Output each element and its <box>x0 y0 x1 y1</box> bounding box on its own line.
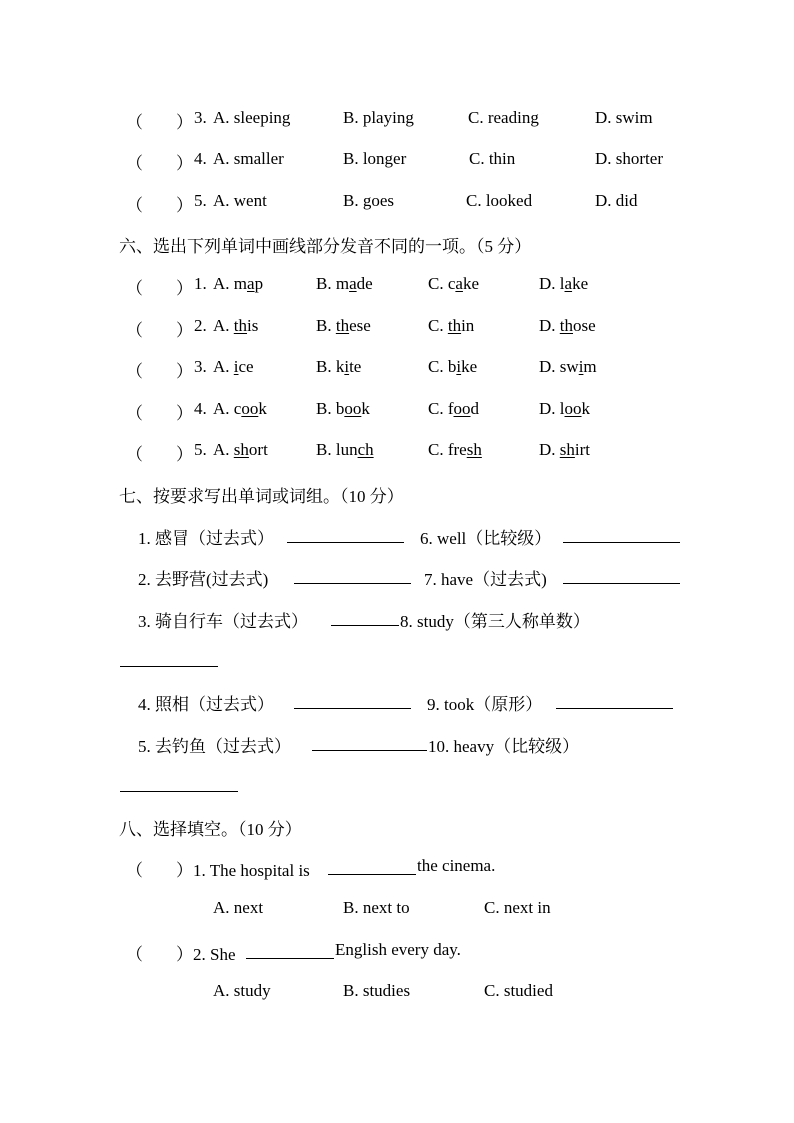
prompt-4: 4. 照相（过去式） <box>138 695 274 714</box>
option-b <box>316 316 371 336</box>
answer-paren-close: ） <box>176 445 193 464</box>
question-1-text-pre: ）1. The hospital is <box>176 861 310 880</box>
option-b: B. playing <box>343 108 414 127</box>
option-d <box>539 357 597 377</box>
underlined-segment: ch <box>357 440 374 459</box>
option-a: A. next <box>213 898 264 917</box>
answer-blank-10[interactable] <box>120 775 238 792</box>
word-prefix: m <box>233 274 248 293</box>
question-1-text-post: the cinema. <box>417 856 496 875</box>
answer-blank-7[interactable] <box>563 567 680 584</box>
section8-title: 八、选择填空。（10 分） <box>119 820 302 839</box>
word-prefix: b <box>335 399 345 418</box>
underlined-segment: a <box>455 274 463 293</box>
word-suffix: ce <box>238 357 254 376</box>
question-2-blank[interactable] <box>246 942 334 959</box>
option-b <box>316 274 373 294</box>
option-letter: D. <box>539 316 560 335</box>
word-suffix: ke <box>572 274 589 293</box>
word-prefix: lun <box>335 440 358 459</box>
question-number: 5. <box>194 191 207 210</box>
prompt-6: 6. well（比较级） <box>420 529 552 548</box>
answer-paren-open: （ <box>126 861 143 880</box>
word-prefix: c <box>447 274 456 293</box>
answer-paren-close: ） <box>176 321 193 340</box>
answer-blank-8[interactable] <box>120 650 218 667</box>
answer-blank-6[interactable] <box>563 526 680 543</box>
option-a: A. smaller <box>213 149 284 168</box>
word-suffix: ort <box>248 440 268 459</box>
prompt-9: 9. took（原形） <box>427 695 543 714</box>
option-a: A. went <box>213 191 267 210</box>
option-letter: C. <box>428 399 448 418</box>
underlined-segment: a <box>247 274 255 293</box>
word-prefix: f <box>447 399 454 418</box>
word-suffix: ose <box>573 316 596 335</box>
option-d <box>539 440 590 460</box>
option-letter: B. <box>316 440 336 459</box>
option-c: C. thin <box>469 149 516 168</box>
option-b <box>316 357 361 377</box>
answer-paren-open: （ <box>126 404 143 423</box>
underlined-segment: th <box>559 316 574 335</box>
answer-blank-5[interactable] <box>312 734 427 751</box>
question-number: 3. <box>194 108 207 127</box>
answer-paren-open: （ <box>126 945 143 964</box>
underlined-segment: th <box>447 316 462 335</box>
word-suffix: m <box>583 357 597 376</box>
word-suffix: k <box>258 399 267 418</box>
word-suffix: d <box>470 399 480 418</box>
question-number: 5. <box>194 440 207 459</box>
underlined-segment: oo <box>344 399 362 418</box>
option-letter: C. <box>428 357 448 376</box>
option-d <box>539 399 590 419</box>
word-suffix: p <box>254 274 264 293</box>
option-a <box>213 274 263 294</box>
option-c <box>428 316 474 336</box>
word-suffix: de <box>356 274 373 293</box>
answer-paren-open: （ <box>126 113 143 132</box>
option-a <box>213 440 268 460</box>
question-2-text-pre: ）2. She <box>176 945 236 964</box>
prompt-10: 10. heavy（比较级） <box>428 737 580 756</box>
option-c: C. studied <box>484 981 553 1000</box>
answer-paren-close: ） <box>176 279 193 298</box>
word-suffix: irt <box>574 440 591 459</box>
underlined-segment: i <box>344 357 350 376</box>
underlined-segment: sh <box>233 440 249 459</box>
word-suffix: k <box>581 399 591 418</box>
word-prefix: sw <box>559 357 579 376</box>
question-number: 3. <box>194 357 207 376</box>
answer-paren-close: ） <box>176 404 193 423</box>
option-letter: D. <box>539 440 560 459</box>
answer-paren-open: （ <box>126 279 143 298</box>
word-prefix: b <box>447 357 457 376</box>
prompt-3: 3. 骑自行车（过去式） <box>138 612 308 631</box>
option-letter: B. <box>316 399 336 418</box>
underlined-segment: a <box>564 274 573 293</box>
option-c <box>428 399 479 419</box>
question-1-blank[interactable] <box>328 858 416 875</box>
option-letter: D. <box>539 399 560 418</box>
answer-paren-open: （ <box>126 321 143 340</box>
option-letter: D. <box>539 274 560 293</box>
question-number: 4. <box>194 399 207 418</box>
underlined-segment: i <box>233 357 239 376</box>
option-letter: A. <box>213 316 234 335</box>
underlined-segment: oo <box>453 399 471 418</box>
option-letter: C. <box>428 440 448 459</box>
option-c <box>428 274 479 294</box>
prompt-1: 1. 感冒（过去式） <box>138 529 274 548</box>
word-suffix: ese <box>349 316 371 335</box>
question-number: 2. <box>194 316 207 335</box>
answer-blank-9[interactable] <box>556 692 673 709</box>
underlined-segment: i <box>578 357 584 376</box>
answer-paren-close: ） <box>176 362 193 381</box>
question-number: 1. <box>194 274 207 293</box>
option-c: C. reading <box>468 108 539 127</box>
word-suffix: ke <box>461 357 478 376</box>
answer-paren-open: （ <box>126 196 143 215</box>
word-suffix: is <box>247 316 259 335</box>
question-number: 4. <box>194 149 207 168</box>
option-a <box>213 357 254 377</box>
underlined-segment: i <box>456 357 462 376</box>
option-b: B. goes <box>343 191 394 210</box>
word-prefix: c <box>233 399 242 418</box>
section6-title: 六、选出下列单词中画线部分发音不同的一项。（5 分） <box>119 237 532 256</box>
option-letter: A. <box>213 274 234 293</box>
option-letter: B. <box>316 316 336 335</box>
word-suffix: te <box>349 357 362 376</box>
option-c: C. next in <box>484 898 551 917</box>
option-b: B. studies <box>343 981 411 1000</box>
answer-paren-open: （ <box>126 362 143 381</box>
section7-title: 七、按要求写出单词或词组。（10 分） <box>119 487 404 506</box>
prompt-7: 7. have（过去式) <box>424 570 547 589</box>
option-b: B. longer <box>343 149 407 168</box>
option-b <box>316 440 374 460</box>
underlined-segment: sh <box>466 440 482 459</box>
option-letter: A. <box>213 440 234 459</box>
question-2-text-post: English every day. <box>335 940 461 959</box>
underlined-segment: oo <box>564 399 582 418</box>
option-d: D. did <box>595 191 638 210</box>
word-prefix: m <box>335 274 350 293</box>
underlined-segment: oo <box>241 399 259 418</box>
prompt-8: 8. study（第三人称单数） <box>400 612 590 631</box>
answer-blank-3[interactable] <box>331 609 399 626</box>
option-a: A. sleeping <box>213 108 291 127</box>
option-b <box>316 399 370 419</box>
underlined-segment: th <box>233 316 248 335</box>
answer-blank-1[interactable] <box>287 526 404 543</box>
option-a: A. study <box>213 981 271 1000</box>
option-d <box>539 316 596 336</box>
option-letter: C. <box>428 316 448 335</box>
answer-paren-open: （ <box>126 445 143 464</box>
option-letter: B. <box>316 357 336 376</box>
word-suffix: in <box>461 316 475 335</box>
option-letter: C. <box>428 274 448 293</box>
prompt-2: 2. 去野营(过去式) <box>138 570 269 589</box>
answer-blank-4[interactable] <box>294 692 411 709</box>
option-a <box>213 399 267 419</box>
word-suffix: k <box>361 399 370 418</box>
option-c <box>428 357 477 377</box>
prompt-5: 5. 去钓鱼（过去式） <box>138 737 291 756</box>
answer-paren-close: ） <box>176 196 193 215</box>
option-d <box>539 274 588 294</box>
underlined-segment: th <box>335 316 350 335</box>
answer-blank-2[interactable] <box>294 567 411 584</box>
answer-paren-open: （ <box>126 154 143 173</box>
underlined-segment: a <box>349 274 357 293</box>
option-b: B. next to <box>343 898 410 917</box>
word-suffix: ke <box>462 274 479 293</box>
option-c <box>428 440 482 460</box>
word-prefix: k <box>335 357 345 376</box>
answer-paren-close: ） <box>176 113 193 132</box>
option-d: D. swim <box>595 108 653 127</box>
answer-paren-close: ） <box>176 154 193 173</box>
word-prefix: fre <box>447 440 467 459</box>
word-prefix: l <box>559 399 565 418</box>
option-letter: B. <box>316 274 336 293</box>
option-letter: A. <box>213 399 234 418</box>
word-prefix: l <box>559 274 565 293</box>
option-letter: A. <box>213 357 234 376</box>
option-d: D. shorter <box>595 149 663 168</box>
option-a <box>213 316 258 336</box>
underlined-segment: sh <box>559 440 575 459</box>
option-c: C. looked <box>466 191 533 210</box>
option-letter: D. <box>539 357 560 376</box>
